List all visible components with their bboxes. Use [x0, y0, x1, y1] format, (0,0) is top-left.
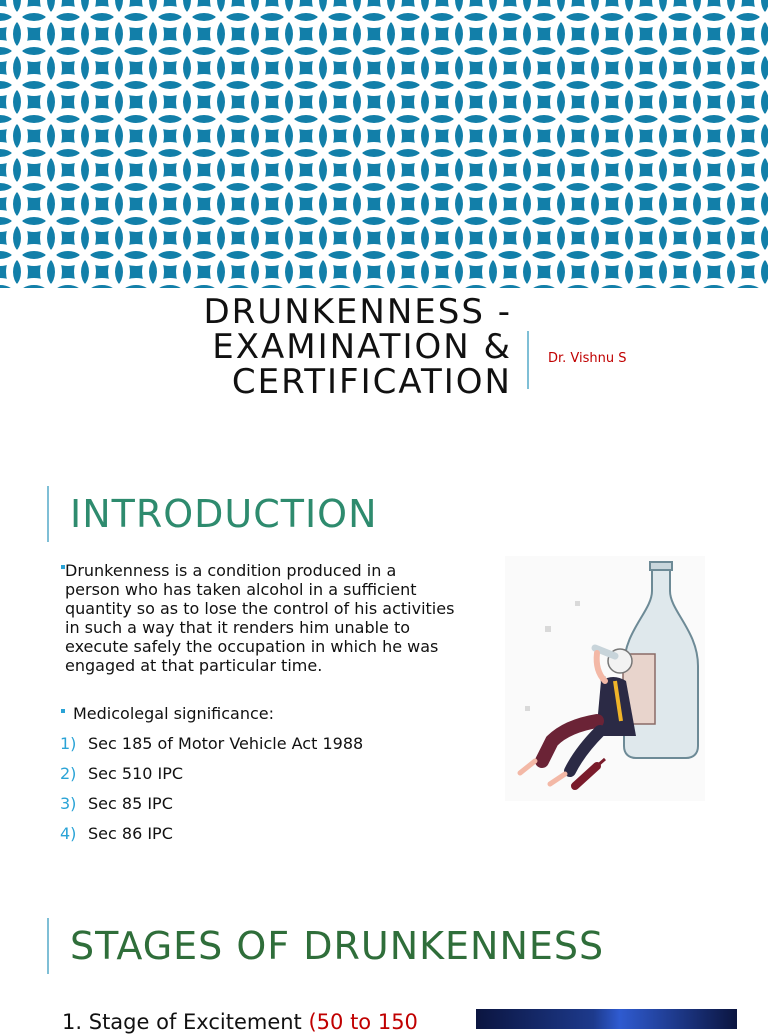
- list-item: [60, 734, 363, 753]
- medicolegal-label: Medicolegal significance:: [73, 704, 274, 723]
- decorative-banner: [0, 0, 768, 288]
- list-text: Sec 510 IPC: [88, 764, 184, 783]
- circle-pattern-icon: [0, 0, 768, 288]
- stages-heading: STAGES OF DRUNKENNESS: [70, 924, 605, 968]
- list-text: Sec 85 IPC: [88, 794, 173, 813]
- bullet-icon: [61, 709, 65, 713]
- author-name: Dr. Vishnu S: [548, 351, 627, 366]
- presentation-title: [150, 292, 512, 402]
- stage-number: 1.: [62, 1010, 83, 1034]
- title-line: CERTIFICATION: [231, 362, 512, 402]
- list-text: Sec 185 of Motor Vehicle Act 1988: [88, 734, 364, 753]
- title-line: DRUNKENNESS -: [203, 292, 512, 332]
- heading-accent-bar: [47, 918, 49, 974]
- list-text: Sec 86 IPC: [88, 824, 173, 843]
- list-number: 4): [60, 824, 77, 843]
- stage-item: [62, 1010, 418, 1034]
- list-item: [60, 764, 183, 783]
- list-number: 1): [60, 734, 77, 753]
- heading-accent-bar: [47, 486, 49, 542]
- drunk-woman-bottle-illustration: [505, 556, 705, 801]
- list-item: [60, 794, 173, 813]
- definition-paragraph: Drunkenness is a condition produced in a person who has taken alcohol in a sufficient quantity so as to lose the control of his activities in such a way that it renders him unable to execute safely the occupation in which he was engaged at that particular time.: [65, 561, 455, 675]
- title-line: EXAMINATION &: [212, 327, 512, 367]
- list-number: 3): [60, 794, 77, 813]
- intro-heading: INTRODUCTION: [70, 492, 378, 536]
- list-number: 2): [60, 764, 77, 783]
- stage-text: Stage of Excitement: [88, 1010, 302, 1034]
- stage-image: [476, 1009, 737, 1029]
- stage-range: (50 to 150: [308, 1010, 418, 1034]
- title-divider: [527, 331, 529, 389]
- list-item: [60, 824, 173, 843]
